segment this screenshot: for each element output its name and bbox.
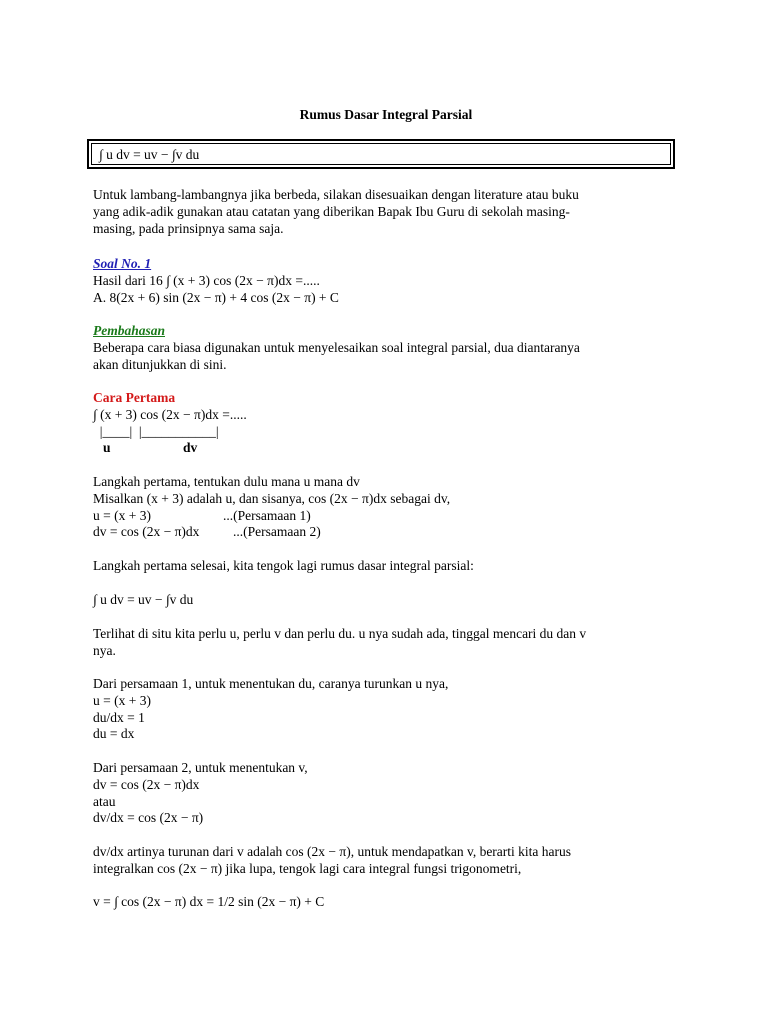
formula-text: ∫ u dv = uv − ∫v du (91, 143, 671, 165)
eq2-left: dv = cos (2x − π)dx (93, 524, 200, 540)
need-paragraph (93, 626, 693, 660)
soal-question: Hasil dari 16 ∫ (x + 3) cos (2x − π)dx =..... (93, 272, 320, 288)
explain-line: dv/dx artinya turunan dari v adalah cos (2x − π), untuk mendapatkan v, berarti kita harus (93, 844, 572, 859)
from-eq2-line: atau (93, 793, 116, 809)
from-eq1-section (93, 676, 693, 743)
step1-done: Langkah pertama selesai, kita tengok lagi rumus dasar integral parsial: (93, 558, 474, 573)
from-eq2-section (93, 760, 693, 827)
intro-line: Untuk lambang-lambangnya jika berbeda, silakan disesuaikan dengan literature atau buku (93, 187, 579, 202)
need-line: nya. (93, 642, 116, 658)
explain-paragraph (93, 844, 693, 878)
page-title: Rumus Dasar Integral Parsial (299, 107, 473, 122)
soal-section (93, 256, 693, 306)
from-eq1-line: du/dx = 1 (93, 709, 145, 725)
step1-section (93, 474, 693, 541)
from-eq1-line: du = dx (93, 726, 135, 742)
eq2-line (93, 524, 693, 541)
eq1-left: u = (x + 3) (93, 507, 151, 523)
from-eq2-line: dv = cos (2x − π)dx (93, 776, 200, 792)
intro-line: yang adik-adik gunakan atau catatan yang diberikan Bapak Ibu Guru di sekolah masing- (93, 203, 570, 219)
soal-heading: Soal No. 1 (93, 256, 152, 271)
pembahasan-line: akan ditunjukkan di sini. (93, 356, 227, 372)
explain-line: integralkan cos (2x − π) jika lupa, tengok lagi cara integral fungsi trigonometri, (93, 860, 522, 876)
cara-pertama-section (93, 390, 693, 456)
intro-line: masing, pada prinsipnya sama saja. (93, 220, 284, 236)
intro-paragraph (93, 187, 693, 237)
cara-pertama-heading: Cara Pertama (93, 390, 176, 405)
formula-repeat: ∫ u dv = uv − ∫v du (93, 592, 194, 607)
from-eq2-line: Dari persamaan 2, untuk menentukan v, (93, 760, 308, 775)
bracket-line: |____| |___________| (93, 423, 219, 439)
soal-answer: A. 8(2x + 6) sin (2x − π) + 4 cos (2x − π) + C (93, 289, 339, 305)
eq1-line (93, 508, 693, 525)
cara-pertama-expr: ∫ (x + 3) cos (2x − π)dx =..... (93, 406, 247, 422)
eq1-right: ...(Persamaan 1) (223, 507, 311, 523)
from-eq1-line: u = (x + 3) (93, 692, 151, 708)
label-dv: dv (183, 440, 198, 456)
step1-line: Misalkan (x + 3) adalah u, dan sisanya, cos (2x − π)dx sebagai dv, (93, 490, 451, 506)
pembahasan-heading: Pembahasan (93, 323, 166, 338)
from-eq2-line: dv/dx = cos (2x − π) (93, 810, 204, 826)
pembahasan-line: Beberapa cara biasa digunakan untuk menyelesaikan soal integral parsial, dua diantaranya (93, 339, 580, 355)
label-u: u (103, 440, 111, 456)
from-eq1-line: Dari persamaan 1, untuk menentukan du, caranya turunkan u nya, (93, 676, 449, 691)
pembahasan-section (93, 323, 693, 373)
need-line: Terlihat di situ kita perlu u, perlu v dan perlu du. u nya sudah ada, tinggal mencari du dan v (93, 626, 587, 641)
result-v: v = ∫ cos (2x − π) dx = 1/2 sin (2x − π) + C (93, 894, 325, 909)
formula-box (87, 139, 675, 169)
eq2-right: ...(Persamaan 2) (233, 524, 321, 540)
step1-line: Langkah pertama, tentukan dulu mana u mana dv (93, 474, 360, 489)
